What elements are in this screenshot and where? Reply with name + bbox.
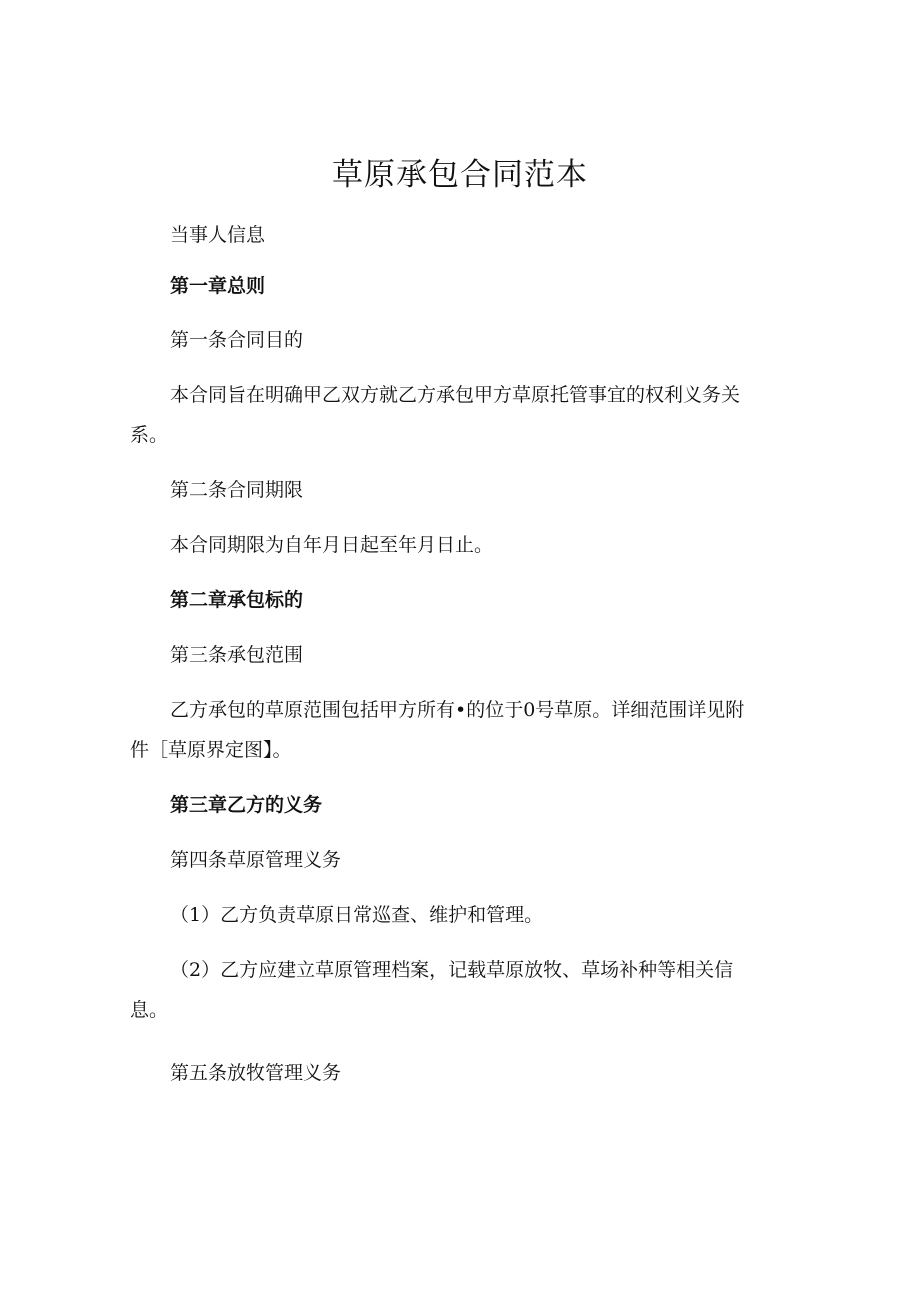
article-4-item-2-line-1: （2）乙方应建立草原管理档案，记载草原放牧、草场补种等相关信 — [170, 959, 734, 981]
article-1-title: 第一条合同目的 — [170, 329, 304, 351]
chapter-3-heading: 第三章乙方的义务 — [170, 794, 323, 816]
article-1-text-line-2: 系。 — [130, 424, 169, 446]
article-4-item-2-line-2: 息。 — [130, 999, 169, 1021]
article-5-title: 第五条放牧管理义务 — [170, 1062, 342, 1084]
chapter-1-heading: 第一章总则 — [170, 275, 266, 297]
chapter-2-heading: 第二章承包标的 — [170, 589, 304, 611]
article-4-title: 第四条草原管理义务 — [170, 849, 342, 871]
article-2-title: 第二条合同期限 — [170, 479, 304, 501]
article-2-text: 本合同期限为自年月日起至年月日止。 — [170, 534, 494, 556]
article-3-text-line-1: 乙方承包的草原范围包括甲方所有•的位于0号草原。详细范围详见附 — [170, 699, 745, 721]
party-info-label: 当事人信息 — [170, 224, 266, 246]
article-4-item-1: （1）乙方负责草原日常巡查、维护和管理。 — [170, 904, 544, 926]
article-1-text-line-1: 本合同旨在明确甲乙双方就乙方承包甲方草原托管事宜的权利义务关 — [170, 384, 741, 406]
document-title: 草原承包合同范本 — [332, 157, 588, 193]
article-3-text-line-2: 件［草原界定图】。 — [130, 739, 292, 761]
article-3-title: 第三条承包范围 — [170, 644, 304, 666]
